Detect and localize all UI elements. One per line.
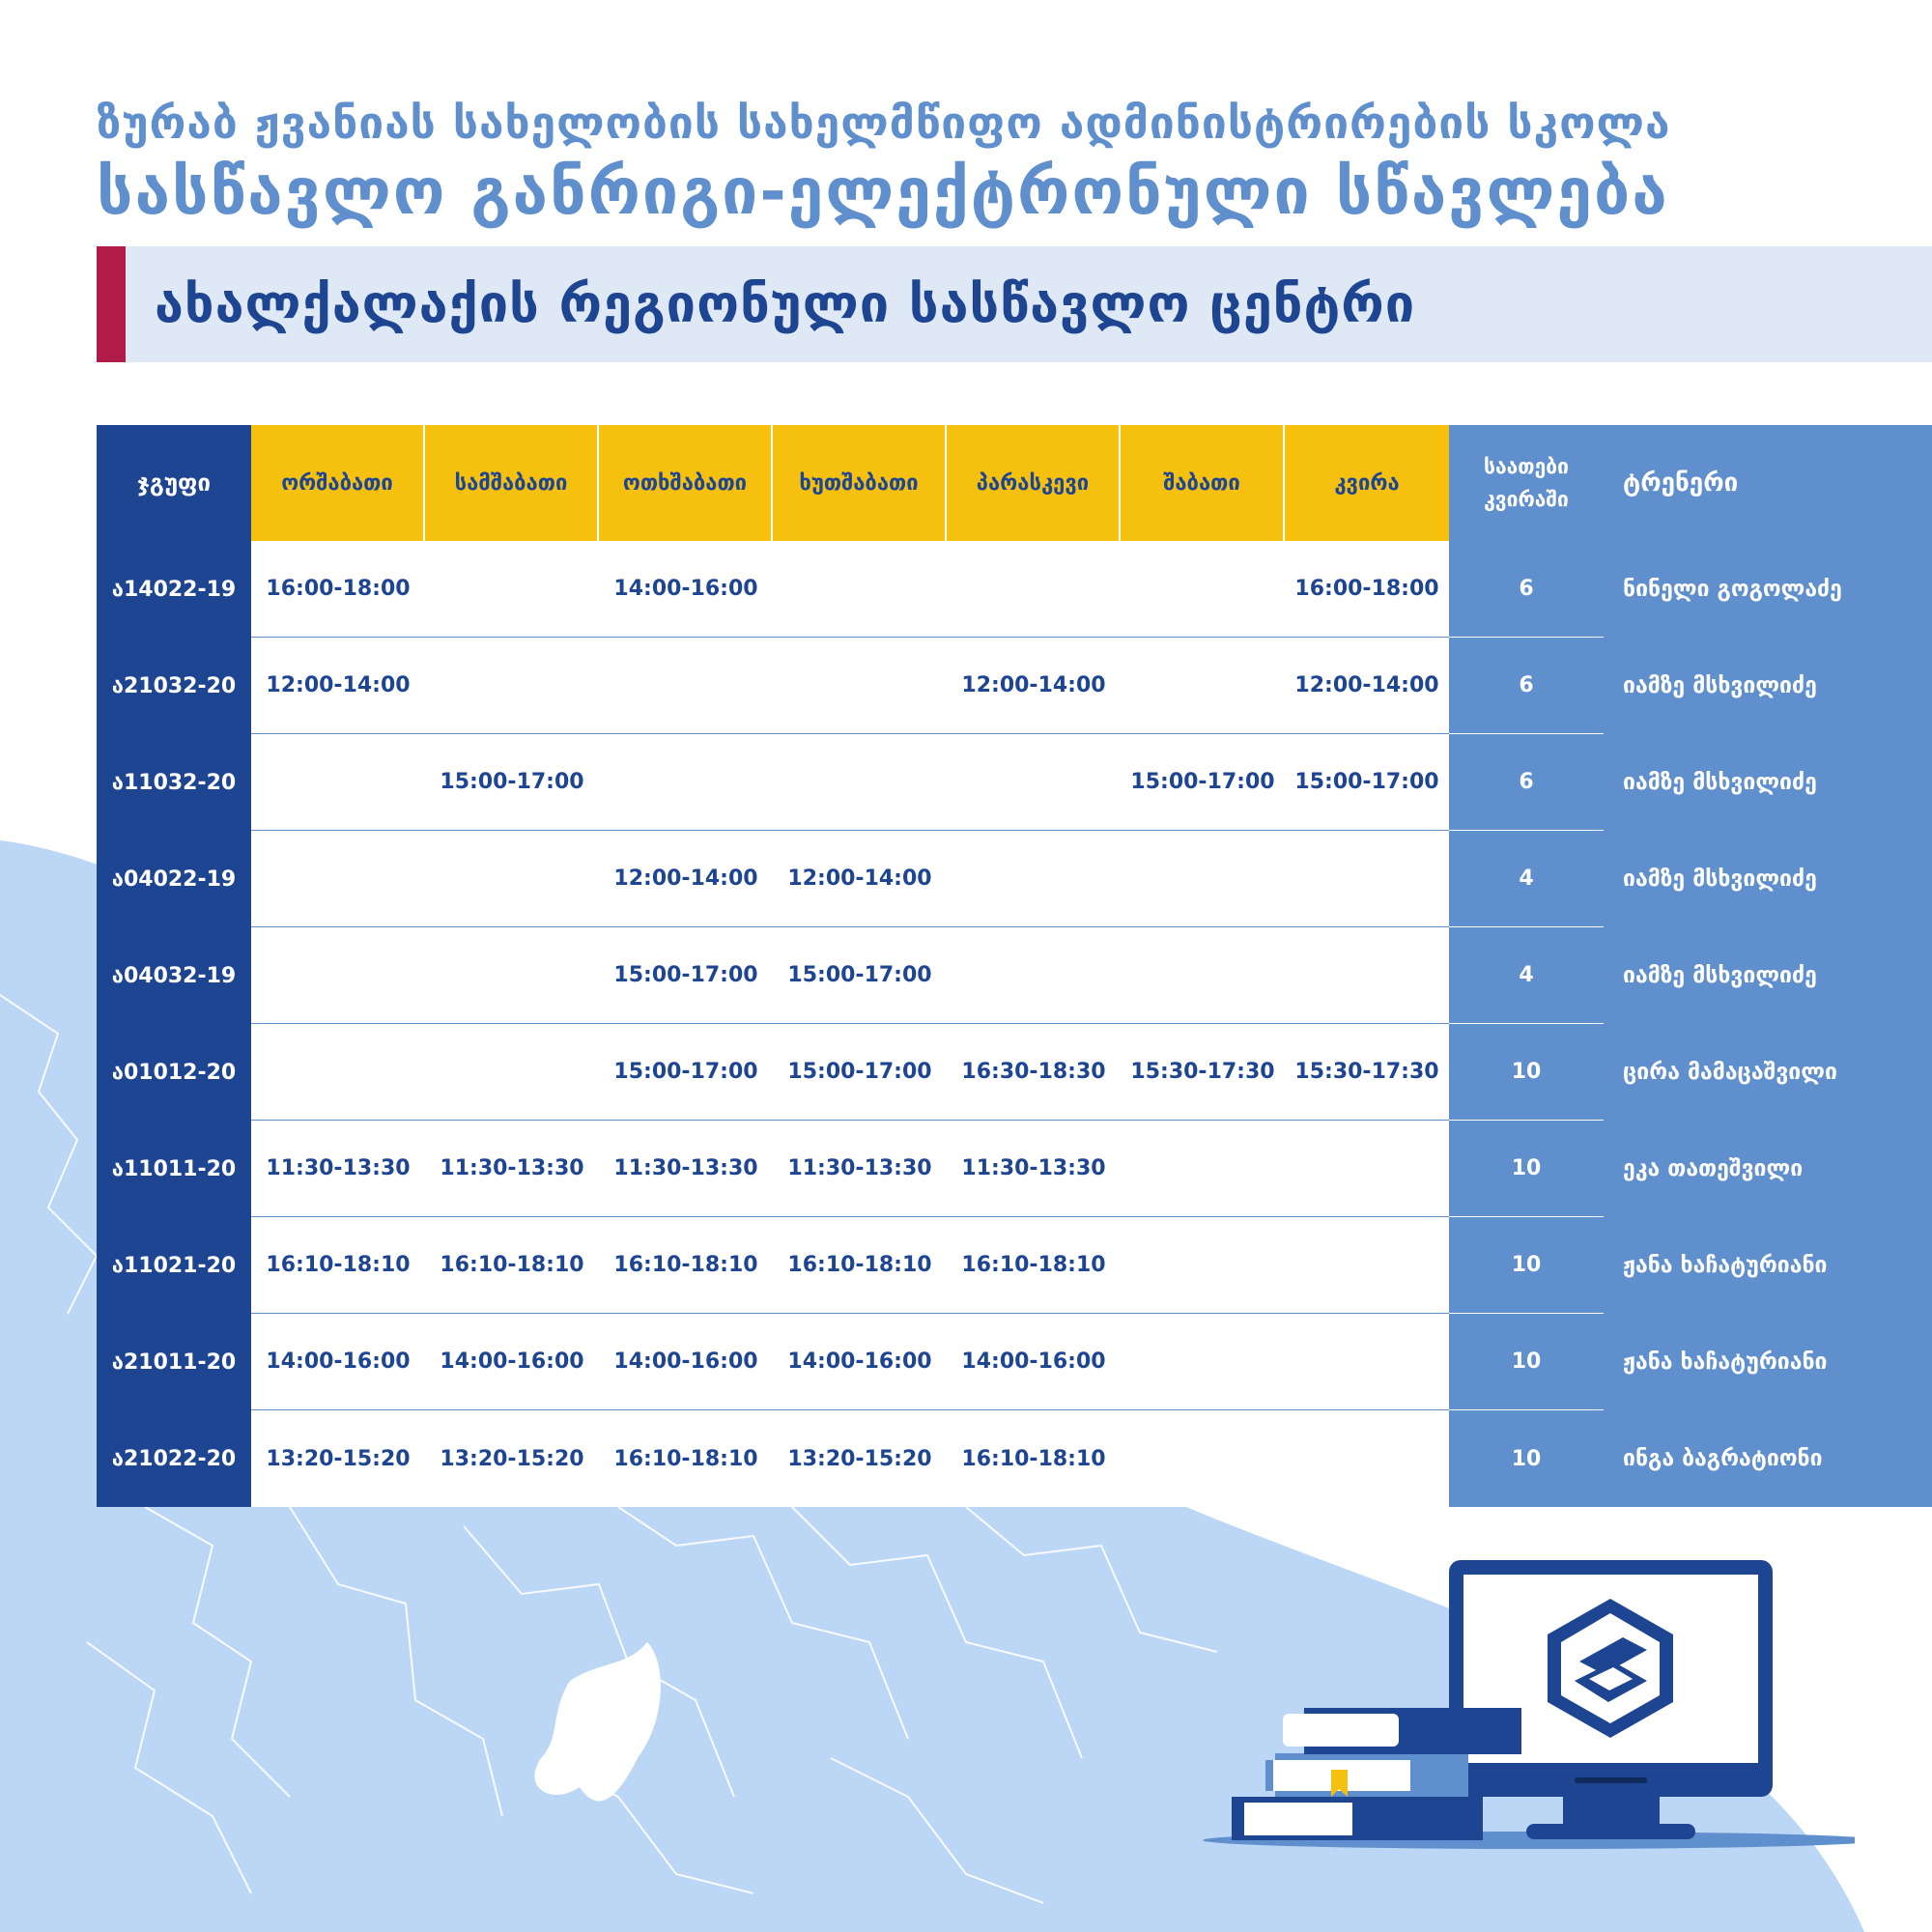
trainer-name: ნინელი გოგოლაძე [1604,541,1932,638]
schedule-cell: 14:00-16:00 [773,1314,947,1410]
schedule-cell: 15:00-17:00 [1285,734,1449,831]
schedule-cell: 14:00-16:00 [425,1314,599,1410]
schedule-cell: 16:10-18:10 [599,1410,773,1507]
schedule-cell [1285,1121,1449,1217]
weekly-hours: 10 [1449,1410,1604,1507]
header-saturday: შაბათი [1121,425,1285,541]
schedule-cell [1285,1410,1449,1507]
table-row [97,1121,1932,1217]
group-code: ა21011-20 [97,1314,251,1410]
schedule-cell: 15:00-17:00 [1121,734,1285,831]
group-code: ა11032-20 [97,734,251,831]
group-code: ა11021-20 [97,1217,251,1314]
schedule-cell: 16:10-18:10 [947,1217,1121,1314]
table-row [97,1024,1932,1121]
schedule-cell [1121,541,1285,638]
schedule-cell: 16:10-18:10 [947,1410,1121,1507]
schedule-cell [1121,1121,1285,1217]
group-code: ა21032-20 [97,638,251,734]
trainer-name: ჟანა ხაჩატურიანი [1604,1217,1932,1314]
schedule-cell: 15:00-17:00 [599,1024,773,1121]
schedule-cell: 11:30-13:30 [773,1121,947,1217]
weekly-hours: 6 [1449,638,1604,734]
schedule-cell [425,831,599,927]
schedule-cell: 12:00-14:00 [947,638,1121,734]
table-row [97,541,1932,638]
header-tuesday: სამშაბათი [425,425,599,541]
weekly-hours: 10 [1449,1024,1604,1121]
schedule-cell: 15:00-17:00 [599,927,773,1024]
schedule-cell: 16:10-18:10 [251,1217,425,1314]
group-code: ა14022-19 [97,541,251,638]
schedule-cell: 13:20-15:20 [251,1410,425,1507]
trainer-name: ცირა მამაცაშვილი [1604,1024,1932,1121]
header-hours-line1: საათები [1484,455,1569,478]
schedule-cell: 15:30-17:30 [1285,1024,1449,1121]
schedule-cell [599,734,773,831]
schedule-cell [425,638,599,734]
schedule-cell: 16:00-18:00 [251,541,425,638]
group-code: ა04032-19 [97,927,251,1024]
schedule-cell [251,734,425,831]
header-hours [1449,425,1604,541]
trainer-name: ინგა ბაგრატიონი [1604,1410,1932,1507]
schedule-cell [947,927,1121,1024]
table-row [97,927,1932,1024]
schedule-cell: 11:30-13:30 [251,1121,425,1217]
school-name: ზურაბ ჟვანიას სახელობის სახელმწიფო ადმინისტრირების სკოლა [97,97,1671,149]
schedule-cell [1121,638,1285,734]
schedule-cell [1121,1217,1285,1314]
group-code: ა11011-20 [97,1121,251,1217]
schedule-cell [1121,1410,1285,1507]
schedule-cell: 15:00-17:00 [425,734,599,831]
schedule-cell: 14:00-16:00 [599,1314,773,1410]
weekly-hours: 10 [1449,1121,1604,1217]
schedule-cell [947,734,1121,831]
header-monday: ორშაბათი [251,425,425,541]
header-thursday: ხუთშაბათი [773,425,947,541]
schedule-cell [251,831,425,927]
schedule-cell [1285,1314,1449,1410]
page-title: სასწავლო განრიგი-ელექტრონული სწავლება [97,155,1669,229]
trainer-name: იამზე მსხვილიძე [1604,638,1932,734]
schedule-cell [947,541,1121,638]
schedule-cell: 16:30-18:30 [947,1024,1121,1121]
schedule-cell [425,927,599,1024]
group-code: ა04022-19 [97,831,251,927]
schedule-cell [599,638,773,734]
trainer-name: იამზე მსხვილიძე [1604,927,1932,1024]
schedule-cell: 15:30-17:30 [1121,1024,1285,1121]
schedule-cell [1121,927,1285,1024]
schedule-cell [773,541,947,638]
weekly-hours: 4 [1449,831,1604,927]
schedule-cell [1285,831,1449,927]
group-code: ა01012-20 [97,1024,251,1121]
table-row [97,1217,1932,1314]
header-wednesday: ოთხშაბათი [599,425,773,541]
schedule-cell [1121,831,1285,927]
table-row [97,1410,1932,1507]
header-hours-line2: კვირაში [1484,488,1569,511]
schedule-cell [773,638,947,734]
monitor-icon [1159,1546,1855,1864]
schedule-cell: 16:10-18:10 [599,1217,773,1314]
table-body [97,541,1932,1507]
center-banner [97,246,1932,362]
weekly-hours: 10 [1449,1217,1604,1314]
schedule-cell [425,541,599,638]
schedule-cell: 13:20-15:20 [425,1410,599,1507]
schedule-table [97,425,1932,1507]
trainer-name: ეკა თათეშვილი [1604,1121,1932,1217]
schedule-cell [773,734,947,831]
schedule-cell: 11:30-13:30 [599,1121,773,1217]
header-trainer: ტრენერი [1604,425,1932,541]
schedule-cell: 14:00-16:00 [251,1314,425,1410]
schedule-cell: 14:00-16:00 [947,1314,1121,1410]
weekly-hours: 4 [1449,927,1604,1024]
schedule-cell: 12:00-14:00 [1285,638,1449,734]
trainer-name: იამზე მსხვილიძე [1604,831,1932,927]
header-sunday: კვირა [1285,425,1449,541]
weekly-hours: 6 [1449,541,1604,638]
header-group: ჯგუფი [97,425,251,541]
table-row [97,638,1932,734]
trainer-name: ჟანა ხაჩატურიანი [1604,1314,1932,1410]
schedule-cell [1285,927,1449,1024]
group-code: ა21022-20 [97,1410,251,1507]
schedule-cell: 15:00-17:00 [773,927,947,1024]
schedule-cell: 16:00-18:00 [1285,541,1449,638]
schedule-cell: 13:20-15:20 [773,1410,947,1507]
schedule-cell: 12:00-14:00 [773,831,947,927]
schedule-cell [425,1024,599,1121]
table-row [97,1314,1932,1410]
schedule-cell [947,831,1121,927]
schedule-cell: 12:00-14:00 [251,638,425,734]
schedule-cell: 12:00-14:00 [599,831,773,927]
schedule-cell [251,927,425,1024]
weekly-hours: 10 [1449,1314,1604,1410]
table-row [97,734,1932,831]
banner-accent-bar [97,246,126,362]
schedule-cell [1285,1217,1449,1314]
schedule-cell: 14:00-16:00 [599,541,773,638]
trainer-name: იამზე მსხვილიძე [1604,734,1932,831]
schedule-cell [1121,1314,1285,1410]
schedule-cell: 11:30-13:30 [947,1121,1121,1217]
schedule-cell: 16:10-18:10 [773,1217,947,1314]
header-friday: პარასკევი [947,425,1121,541]
schedule-cell: 16:10-18:10 [425,1217,599,1314]
schedule-cell [251,1024,425,1121]
schedule-cell: 11:30-13:30 [425,1121,599,1217]
center-title: ახალქალაქის რეგიონული სასწავლო ცენტრი [155,273,1416,334]
table-header-row [97,425,1932,541]
weekly-hours: 6 [1449,734,1604,831]
table-row [97,831,1932,927]
schedule-cell: 15:00-17:00 [773,1024,947,1121]
